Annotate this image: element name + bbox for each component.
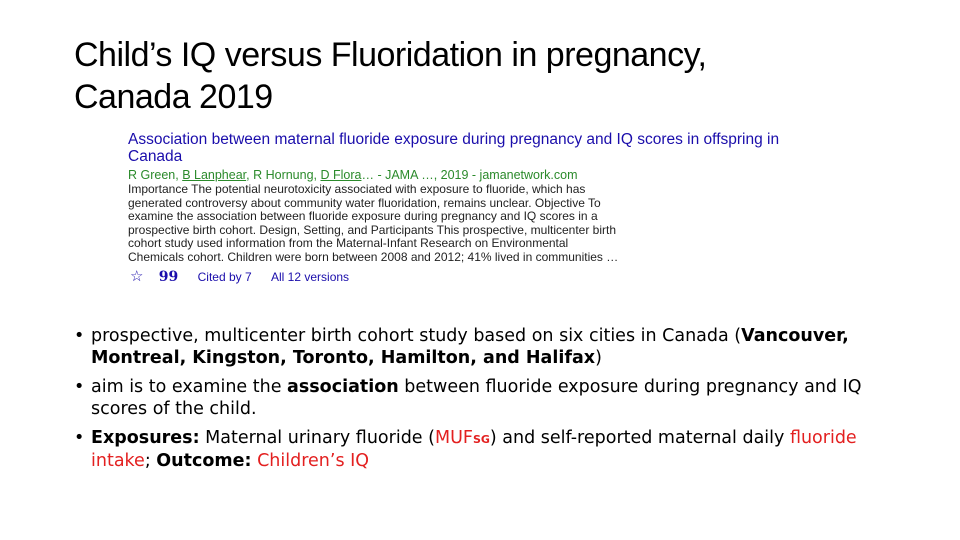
result-authors — [128, 167, 808, 183]
bullet-text: ; — [144, 450, 157, 471]
author-link-lanphear[interactable]: B Lanphear — [182, 168, 247, 182]
bullet-dot: • — [74, 377, 85, 397]
slide-title — [74, 34, 894, 118]
bullet-item — [74, 377, 904, 420]
exposures-label: Exposures: — [91, 428, 200, 448]
muf-subscript: SG — [472, 433, 490, 446]
result-snippet — [128, 183, 703, 264]
result-actions — [128, 268, 808, 285]
title-line-1: Child’s IQ versus Fluoridation in pregnancy, — [74, 36, 707, 74]
bullet-text: Maternal urinary fluoride ( — [199, 428, 435, 448]
authors-prefix: R Green, — [128, 168, 183, 182]
muf-term: MUF — [434, 428, 473, 448]
bullet-text: aim is to examine the — [91, 377, 288, 397]
bullet-text: between fluoride exposure during pregnancy and IQ scores of the child. — [91, 377, 862, 419]
bullet-dot: • — [74, 428, 85, 448]
star-icon[interactable]: ☆ — [130, 267, 144, 285]
bullet-item — [74, 428, 904, 472]
title-line-2: Canada 2019 — [74, 78, 273, 116]
outcome-term: Children’s IQ — [257, 450, 370, 471]
all-versions-link[interactable]: All 12 versions — [271, 269, 350, 284]
snippet-line: cohort study used information from the Maternal-Infant Research on Environmental — [128, 236, 569, 250]
snippet-line: Importance The potential neurotoxicity associated with exposure to fluoride, which has — [128, 182, 586, 196]
quote-icon[interactable]: 99 — [158, 268, 179, 285]
snippet-line: examine the association between fluoride exposure during pregnancy and IQ scores in a — [128, 209, 598, 223]
snippet-line: generated controversy about community water fluoridation, remains unclear. Objective To — [128, 195, 601, 210]
outcome-label: Outcome: — [156, 450, 252, 471]
bullet-item — [74, 326, 904, 369]
snippet-line: prospective birth cohort. Design, Setting, and Participants This prospective, multicenter birth — [128, 222, 617, 237]
authors-suffix: … - JAMA …, 2019 - jamanetwork.com — [361, 168, 578, 182]
bullet-text: prospective, multicenter birth cohort study based on six cities in Canada ( — [91, 326, 742, 346]
bullet-list — [74, 326, 904, 480]
result-title-link[interactable]: Association between maternal fluoride exposure during pregnancy and IQ scores in offspring in Canada — [128, 131, 780, 165]
authors-separator: , R Hornung, — [246, 168, 321, 182]
fluoride-intake-term: fluoride intake — [91, 428, 857, 471]
scholar-result — [128, 131, 808, 285]
bullet-text: ) — [595, 347, 602, 368]
bullet-text: ) and self-reported maternal daily — [489, 428, 790, 448]
city-list: Vancouver, Montreal, Kingston, Toronto, Hamilton, and Halifax — [91, 326, 849, 368]
emphasis-association: association — [287, 377, 399, 397]
cited-by-link[interactable]: Cited by 7 — [197, 269, 252, 284]
bullet-dot: • — [74, 326, 85, 346]
author-link-flora[interactable]: D Flora — [320, 168, 362, 182]
snippet-line: Chemicals cohort. Children were born between 2008 and 2012; 41% lived in communities … — [128, 249, 619, 264]
